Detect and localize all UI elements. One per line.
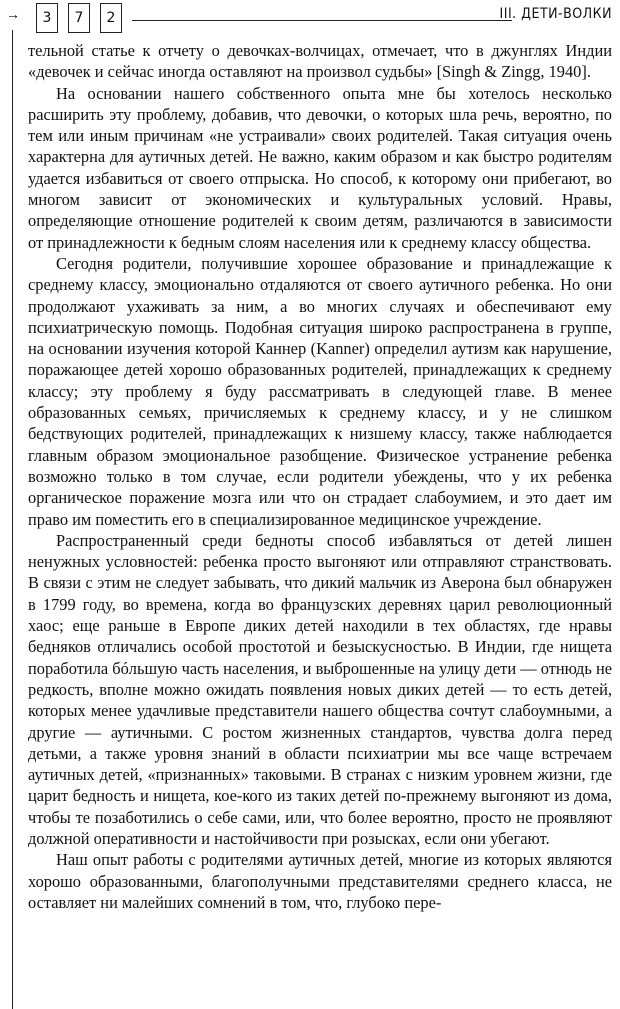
page-number-digit-2: 7 <box>68 3 90 33</box>
paragraph-5: Наш опыт работы с родителями аутичных детей, многие из которых являются хорошо образованными, благополучными представителями среднего класса, не оставляет ни малейших сомнений в том, что, глубоко пере- <box>28 850 612 912</box>
paragraph-3: Сегодня родители, получившие хорошее образование и принадлежащие к среднему классу, эмоционально отдаляются от своего аутичного ребенка. Но они продолжают ухаживать за ним, а во многих случаях и обеспечивают ему психиатрическую помощь. Подобная ситуация широко распространена в группе, на основании изучения которой Каннер (Kanner) определил аутизм как нарушение, поражающее детей хорошо образованных родителей, принадлежащих к среднему классу; эту проблему я буду рассматривать в следующей главе. В менее образованных семьях, причисляемых к среднему классу, и у не слишком бедствующих родителей, принадлежащих к низшему классу, также наблюдается главным образом эмоциональное разобщение. Физическое устранение ребенка возможно только в том случае, если родители убеждены, что у их ребенка органическое поражение мозга или что он страдает слабоумием, и это дает им право им поместить его в специализированное медицинское учреждение. <box>28 253 612 529</box>
section-title: III. ДЕТИ-ВОЛКИ <box>499 6 612 22</box>
paragraph-4: Распространенный среди бедноты способ избавляться от детей лишен ненужных условностей: ребенка просто выгоняют или отправляют странствовать. В связи с этим не следует забывать, что дикий мальчик из Аверона был обнаружен в 1799 году, во времена, когда во французских деревнях царил революционный хаос; еще раньше в Европе диких детей находили в тех областях, где нравы бедняков отличались особой простотой и безыскусностью. В Индии, где нищета поработила бóльшую часть населения, и выброшенные на улицу дети — отнюдь не редкость, вполне можно ожидать появления новых диких детей — то есть детей, которых менее удачливые представители нашего общества сочтут слабоумными, а другие — аутичными. С ростом жизненных стандартов, чувства долга перед детьми, а также уровня знаний в области психиатрии мы все чаще встречаем аутичных детей, «признанных» таковыми. В странах с низким уровнем жизни, где царит бедность и нищета, кое-кого из таких детей по-прежнему выгоняют из дома, чтобы те позаботились о себе сами, или, что более вероятно, просто не проявляют должной оперативности и настойчивости при розысках, если они убегают. <box>28 530 612 848</box>
page-number-digit-3: 2 <box>100 3 122 33</box>
arrow-icon: → <box>6 8 20 23</box>
side-rule <box>12 30 13 1009</box>
page-header <box>0 0 620 40</box>
paragraph-2: На основании нашего собственного опыта мне бы хотелось несколько расширить эту проблему, добавив, что девочки, о которых шла речь, вероятно, по тем или иным причинам «не устраивали» своих родителей. Такая ситуация очень характерна для аутичных детей. Не важно, каким образом и как быстро родителям удается избавиться от своего отпрыска. Но способ, к которому они прибегают, во многом зависит от экономических и культуральных условий. Нравы, определяющие отношение родителей к своим детям, различаются в зависимости от принадлежности к бедным слоям населения или к среднему классу общества. <box>28 83 612 252</box>
page-number-digit-1: 3 <box>36 3 58 33</box>
header-rule <box>132 20 512 21</box>
paragraph-1: тельной статье к отчету о девочках-волчицах, отмечает, что в джунглях Индии «девочек и сейчас иногда оставляют на произвол судьбы» [Singh & Zingg, 1940]. <box>28 41 612 82</box>
page-body <box>28 40 612 913</box>
author-label <box>0 449 1 612</box>
